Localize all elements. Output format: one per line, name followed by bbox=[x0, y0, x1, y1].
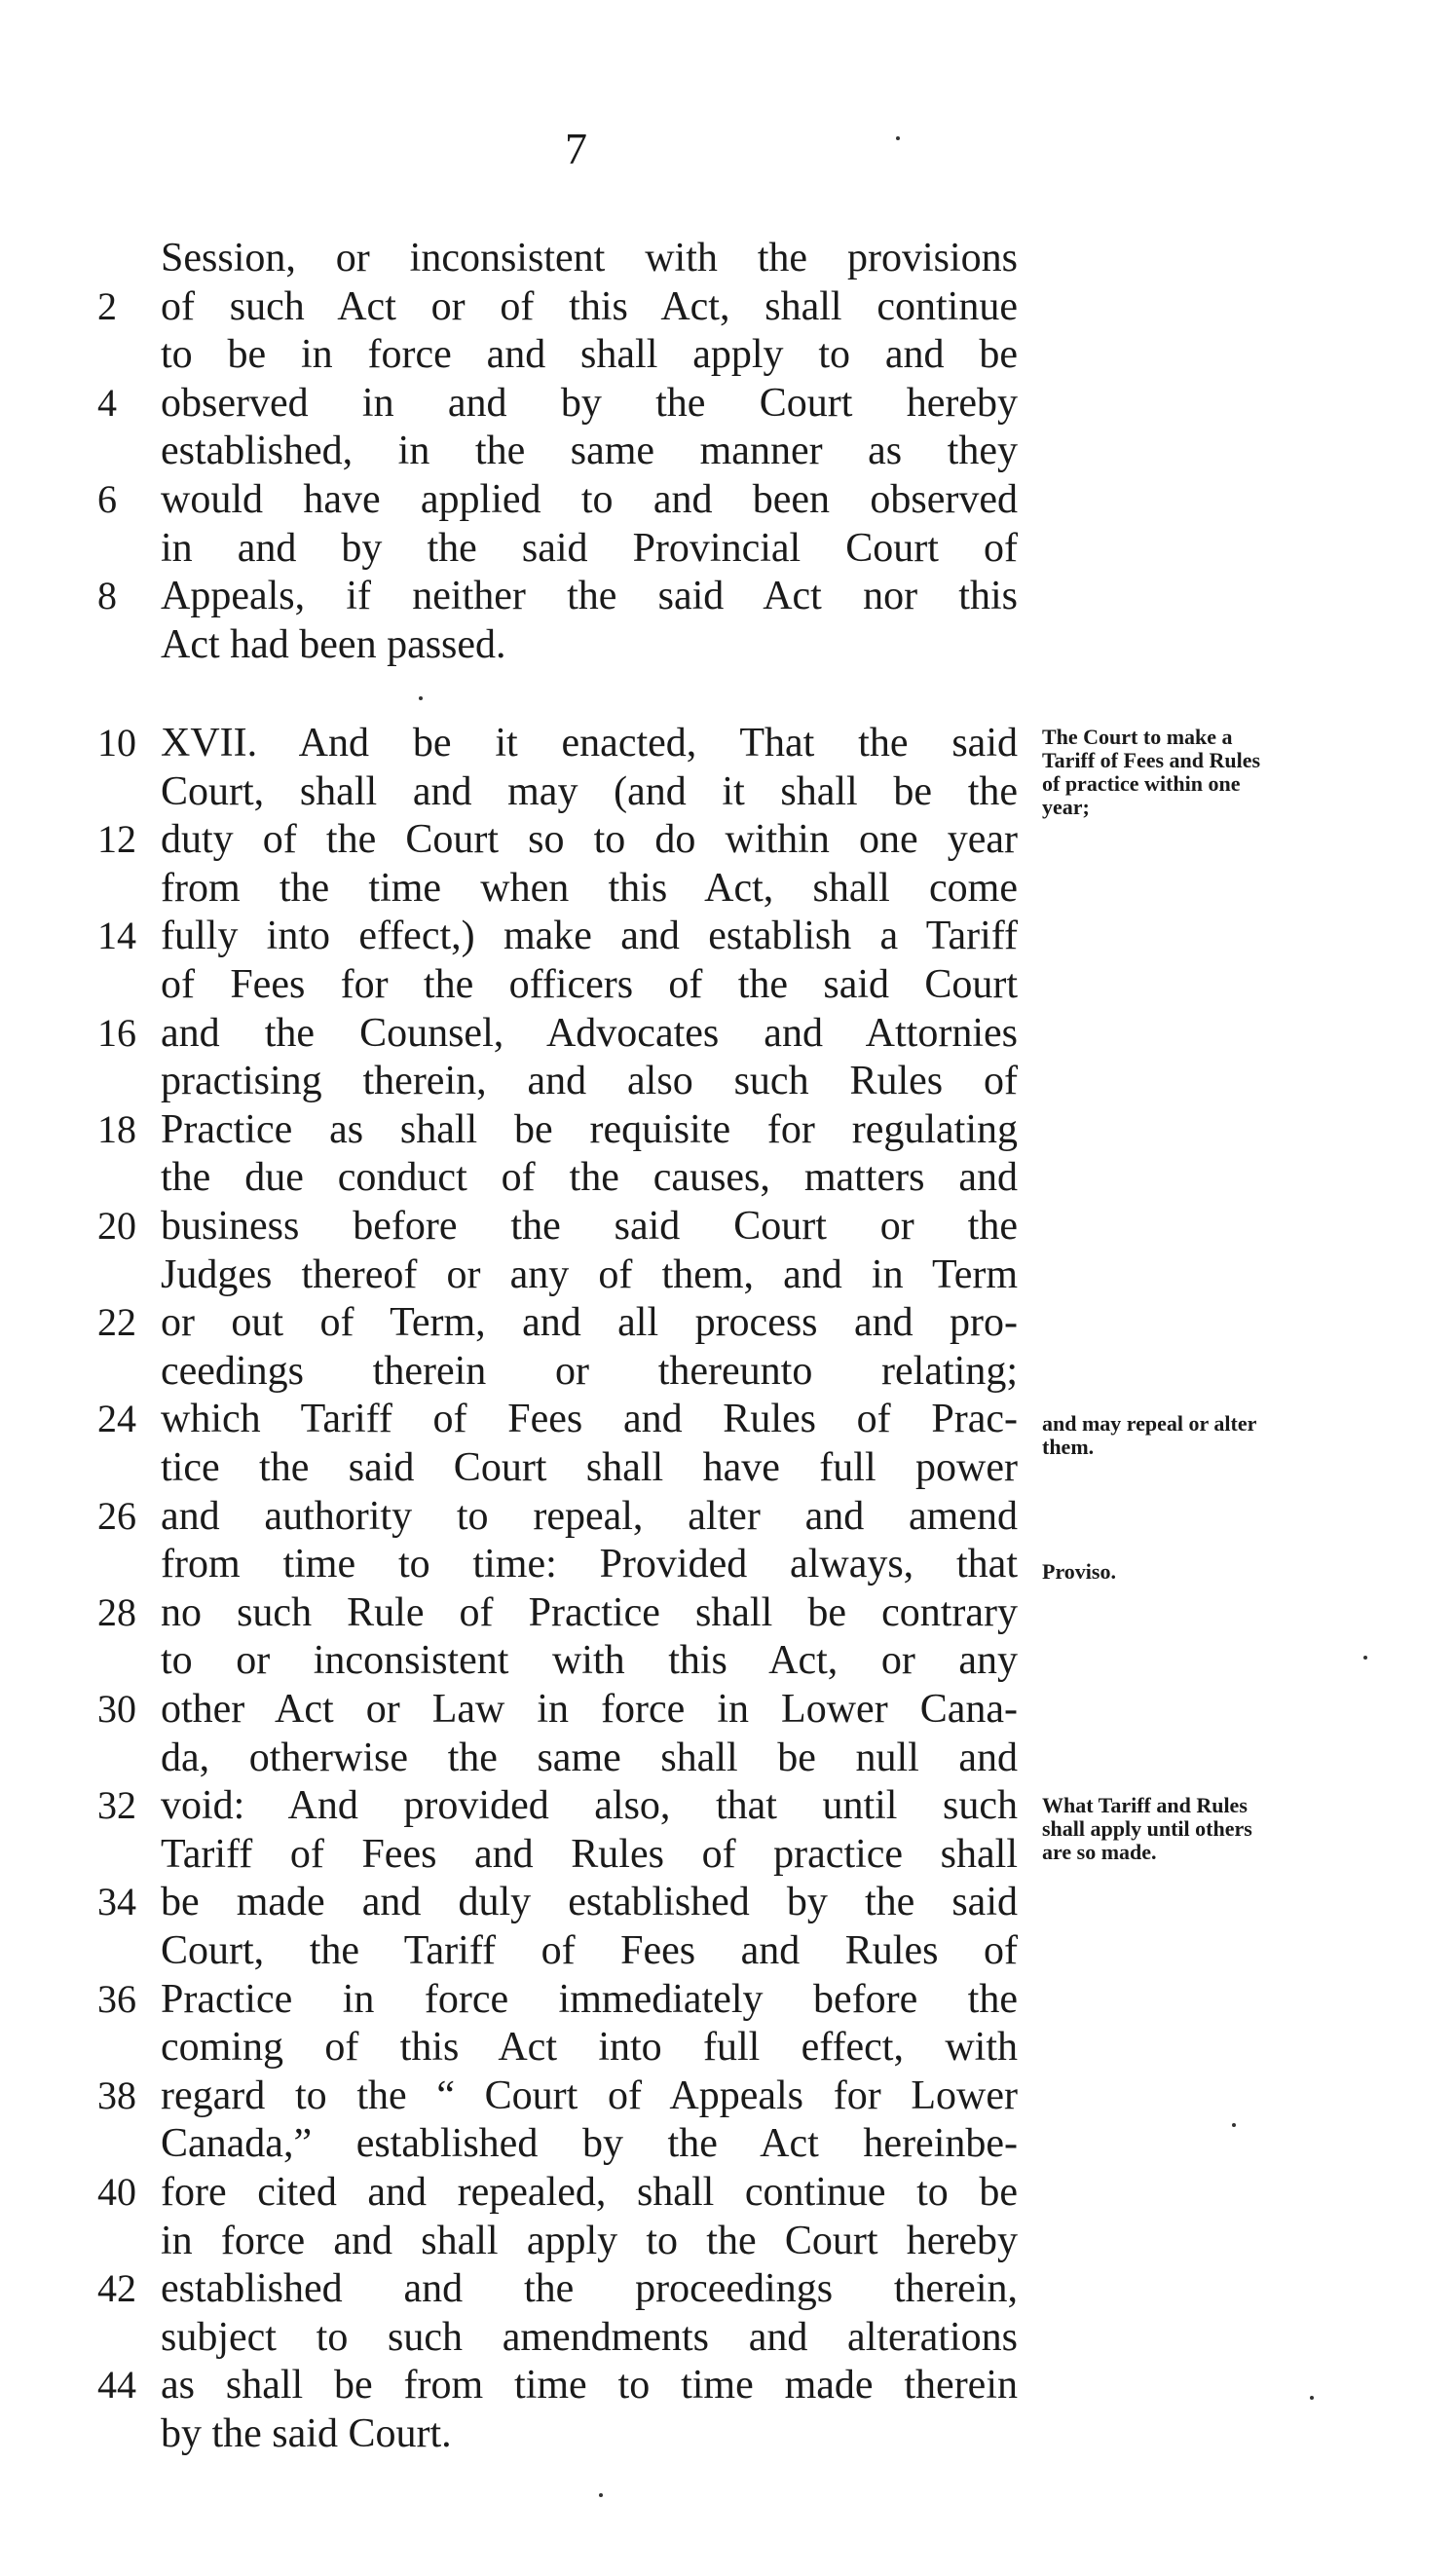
print-speck bbox=[896, 136, 900, 140]
text-line bbox=[0, 234, 1032, 282]
text-line bbox=[0, 719, 1032, 767]
line-text: other Act or Law in force in Lower Cana- bbox=[161, 1687, 1018, 1732]
line-number: 10 bbox=[97, 721, 136, 765]
text-line bbox=[0, 1685, 1032, 1734]
print-speck bbox=[599, 2493, 603, 2497]
line-text: regard to the “ Court of Appeals for Lower bbox=[161, 2072, 1018, 2118]
text-line bbox=[0, 282, 1032, 331]
text-line bbox=[0, 1105, 1032, 1154]
line-number: 20 bbox=[97, 1204, 136, 1248]
text-line bbox=[0, 1251, 1032, 1299]
margin-note-repeal: and may repeal or alter them. bbox=[1042, 1411, 1256, 1459]
text-line bbox=[0, 572, 1032, 620]
text-line bbox=[0, 620, 1032, 669]
line-number: 34 bbox=[97, 1880, 136, 1924]
line-text: observed in and by the Court hereby bbox=[161, 380, 1018, 426]
line-text: Practice in force immediately before the bbox=[161, 1976, 1018, 2022]
line-text: or out of Term, and all process and pro- bbox=[161, 1300, 1018, 1346]
line-text: Canada,” established by the Act hereinbe- bbox=[161, 2121, 1018, 2167]
line-text: business before the said Court or the bbox=[161, 1204, 1018, 1249]
text-line bbox=[0, 1734, 1032, 1782]
line-text: fore cited and repealed, shall continue to be bbox=[161, 2170, 1018, 2215]
line-text: in force and shall apply to the Court hereby bbox=[161, 2218, 1018, 2263]
line-number: 12 bbox=[97, 817, 136, 862]
line-text: Act had been passed. bbox=[161, 621, 506, 667]
line-text: as shall be from time to time made therein bbox=[161, 2363, 1018, 2408]
text-line bbox=[0, 1781, 1032, 1830]
line-number: 32 bbox=[97, 1783, 136, 1828]
text-line bbox=[0, 2119, 1032, 2168]
line-text: no such Rule of Practice shall be contrary bbox=[161, 1589, 1018, 1635]
line-text: and authority to repeal, alter and amend bbox=[161, 1493, 1018, 1539]
text-line bbox=[0, 1298, 1032, 1347]
line-text: and the Counsel, Advocates and Attornies bbox=[161, 1010, 1018, 1056]
text-line bbox=[0, 2409, 1032, 2458]
print-speck bbox=[419, 696, 423, 700]
line-text: practising therein, and also such Rules of bbox=[161, 1059, 1018, 1104]
print-speck bbox=[1232, 2123, 1236, 2127]
text-line bbox=[0, 1588, 1032, 1637]
text-line bbox=[0, 2361, 1032, 2409]
text-line bbox=[0, 767, 1032, 816]
line-text: fully into effect,) make and establish a Tariff bbox=[161, 914, 1018, 959]
line-text: from time to time: Provided always, that bbox=[161, 1542, 1018, 1587]
text-line bbox=[0, 1347, 1032, 1396]
text-line bbox=[0, 1153, 1032, 1202]
line-number: 2 bbox=[97, 283, 117, 328]
line-text: be made and duly established by the said bbox=[161, 1880, 1018, 1925]
line-number: 26 bbox=[97, 1493, 136, 1538]
page-number: 7 bbox=[565, 124, 587, 173]
margin-note-tariff: The Court to make a Tariff of Fees and Rules of practice within one year; bbox=[1042, 725, 1261, 819]
line-text: the due conduct of the causes, matters and bbox=[161, 1155, 1018, 1201]
text-line bbox=[0, 475, 1032, 524]
text-line bbox=[0, 2313, 1032, 2362]
margin-note-proviso: Proviso. bbox=[1042, 1559, 1116, 1584]
line-text: to be in force and shall apply to and be bbox=[161, 332, 1018, 378]
text-line bbox=[0, 2264, 1032, 2313]
line-text: da, otherwise the same shall be null and bbox=[161, 1735, 1018, 1780]
line-text: by the said Court. bbox=[161, 2411, 452, 2456]
text-line bbox=[0, 1975, 1032, 2024]
line-text: Session, or inconsistent with the provisions bbox=[161, 236, 1018, 280]
line-text: coming of this Act into full effect, with bbox=[161, 2025, 1018, 2071]
text-line bbox=[0, 427, 1032, 475]
line-text: ceedings therein or thereunto relating; bbox=[161, 1348, 1018, 1394]
line-text: Appeals, if neither the said Act nor this bbox=[161, 574, 1018, 619]
text-line bbox=[0, 815, 1032, 864]
line-text: of Fees for the officers of the said Court bbox=[161, 962, 1018, 1007]
margin-note-what-tariff: What Tariff and Rules shall apply until others are so made. bbox=[1042, 1793, 1252, 1864]
text-line bbox=[0, 2023, 1032, 2072]
text-line bbox=[0, 1830, 1032, 1879]
print-speck bbox=[1310, 2396, 1314, 2400]
line-number: 18 bbox=[97, 1106, 136, 1151]
print-speck bbox=[1363, 1656, 1367, 1660]
line-text: from the time when this Act, shall come bbox=[161, 865, 1018, 911]
line-number: 24 bbox=[97, 1397, 136, 1441]
text-line bbox=[0, 2217, 1032, 2265]
line-number: 22 bbox=[97, 1300, 136, 1345]
text-line bbox=[0, 1636, 1032, 1685]
text-line bbox=[0, 2168, 1032, 2217]
line-text: void: And provided also, that until such bbox=[161, 1783, 1018, 1829]
line-number: 38 bbox=[97, 2072, 136, 2117]
line-number: 8 bbox=[97, 574, 117, 618]
text-line bbox=[0, 1009, 1032, 1058]
line-number: 6 bbox=[97, 477, 117, 521]
text-line bbox=[0, 1443, 1032, 1492]
line-text: Judges thereof or any of them, and in Term bbox=[161, 1251, 1018, 1297]
line-number: 28 bbox=[97, 1589, 136, 1634]
text-line bbox=[0, 1395, 1032, 1443]
text-line bbox=[0, 1057, 1032, 1105]
line-number: 40 bbox=[97, 2170, 136, 2214]
line-text: tice the said Court shall have full power bbox=[161, 1445, 1018, 1490]
text-line bbox=[0, 2072, 1032, 2120]
line-text: in and by the said Provincial Court of bbox=[161, 525, 1018, 571]
line-text: which Tariff of Fees and Rules of Prac- bbox=[161, 1397, 1018, 1442]
line-text: subject to such amendments and alterations bbox=[161, 2314, 1018, 2360]
line-number: 36 bbox=[97, 1976, 136, 2021]
text-line bbox=[0, 379, 1032, 428]
line-text: Practice as shall be requisite for regulating bbox=[161, 1106, 1018, 1152]
text-line bbox=[0, 912, 1032, 960]
line-text: duty of the Court so to do within one year bbox=[161, 817, 1018, 863]
text-line bbox=[0, 960, 1032, 1009]
text-line bbox=[0, 330, 1032, 379]
text-line bbox=[0, 1540, 1032, 1588]
line-number: 14 bbox=[97, 914, 136, 958]
line-text: of such Act or of this Act, shall continue bbox=[161, 283, 1018, 329]
text-line bbox=[0, 524, 1032, 573]
line-text: Court, the Tariff of Fees and Rules of bbox=[161, 1928, 1018, 1973]
line-text: Tariff of Fees and Rules of practice shall bbox=[161, 1831, 1018, 1877]
line-number: 42 bbox=[97, 2266, 136, 2311]
line-text: Court, shall and may (and it shall be the bbox=[161, 768, 1018, 814]
line-text: to or inconsistent with this Act, or any bbox=[161, 1638, 1018, 1684]
line-number: 4 bbox=[97, 380, 117, 425]
text-line bbox=[0, 1926, 1032, 1975]
line-number: 16 bbox=[97, 1010, 136, 1055]
text-line bbox=[0, 1202, 1032, 1251]
line-text: would have applied to and been observed bbox=[161, 477, 1018, 522]
line-number: 44 bbox=[97, 2363, 136, 2408]
text-line bbox=[0, 1878, 1032, 1926]
line-text: XVII. And be it enacted, That the said bbox=[161, 721, 1018, 765]
line-number: 30 bbox=[97, 1687, 136, 1731]
line-text: established and the proceedings therein, bbox=[161, 2266, 1018, 2312]
line-text: established, in the same manner as they bbox=[161, 429, 1018, 474]
text-line bbox=[0, 864, 1032, 913]
text-line bbox=[0, 1492, 1032, 1541]
